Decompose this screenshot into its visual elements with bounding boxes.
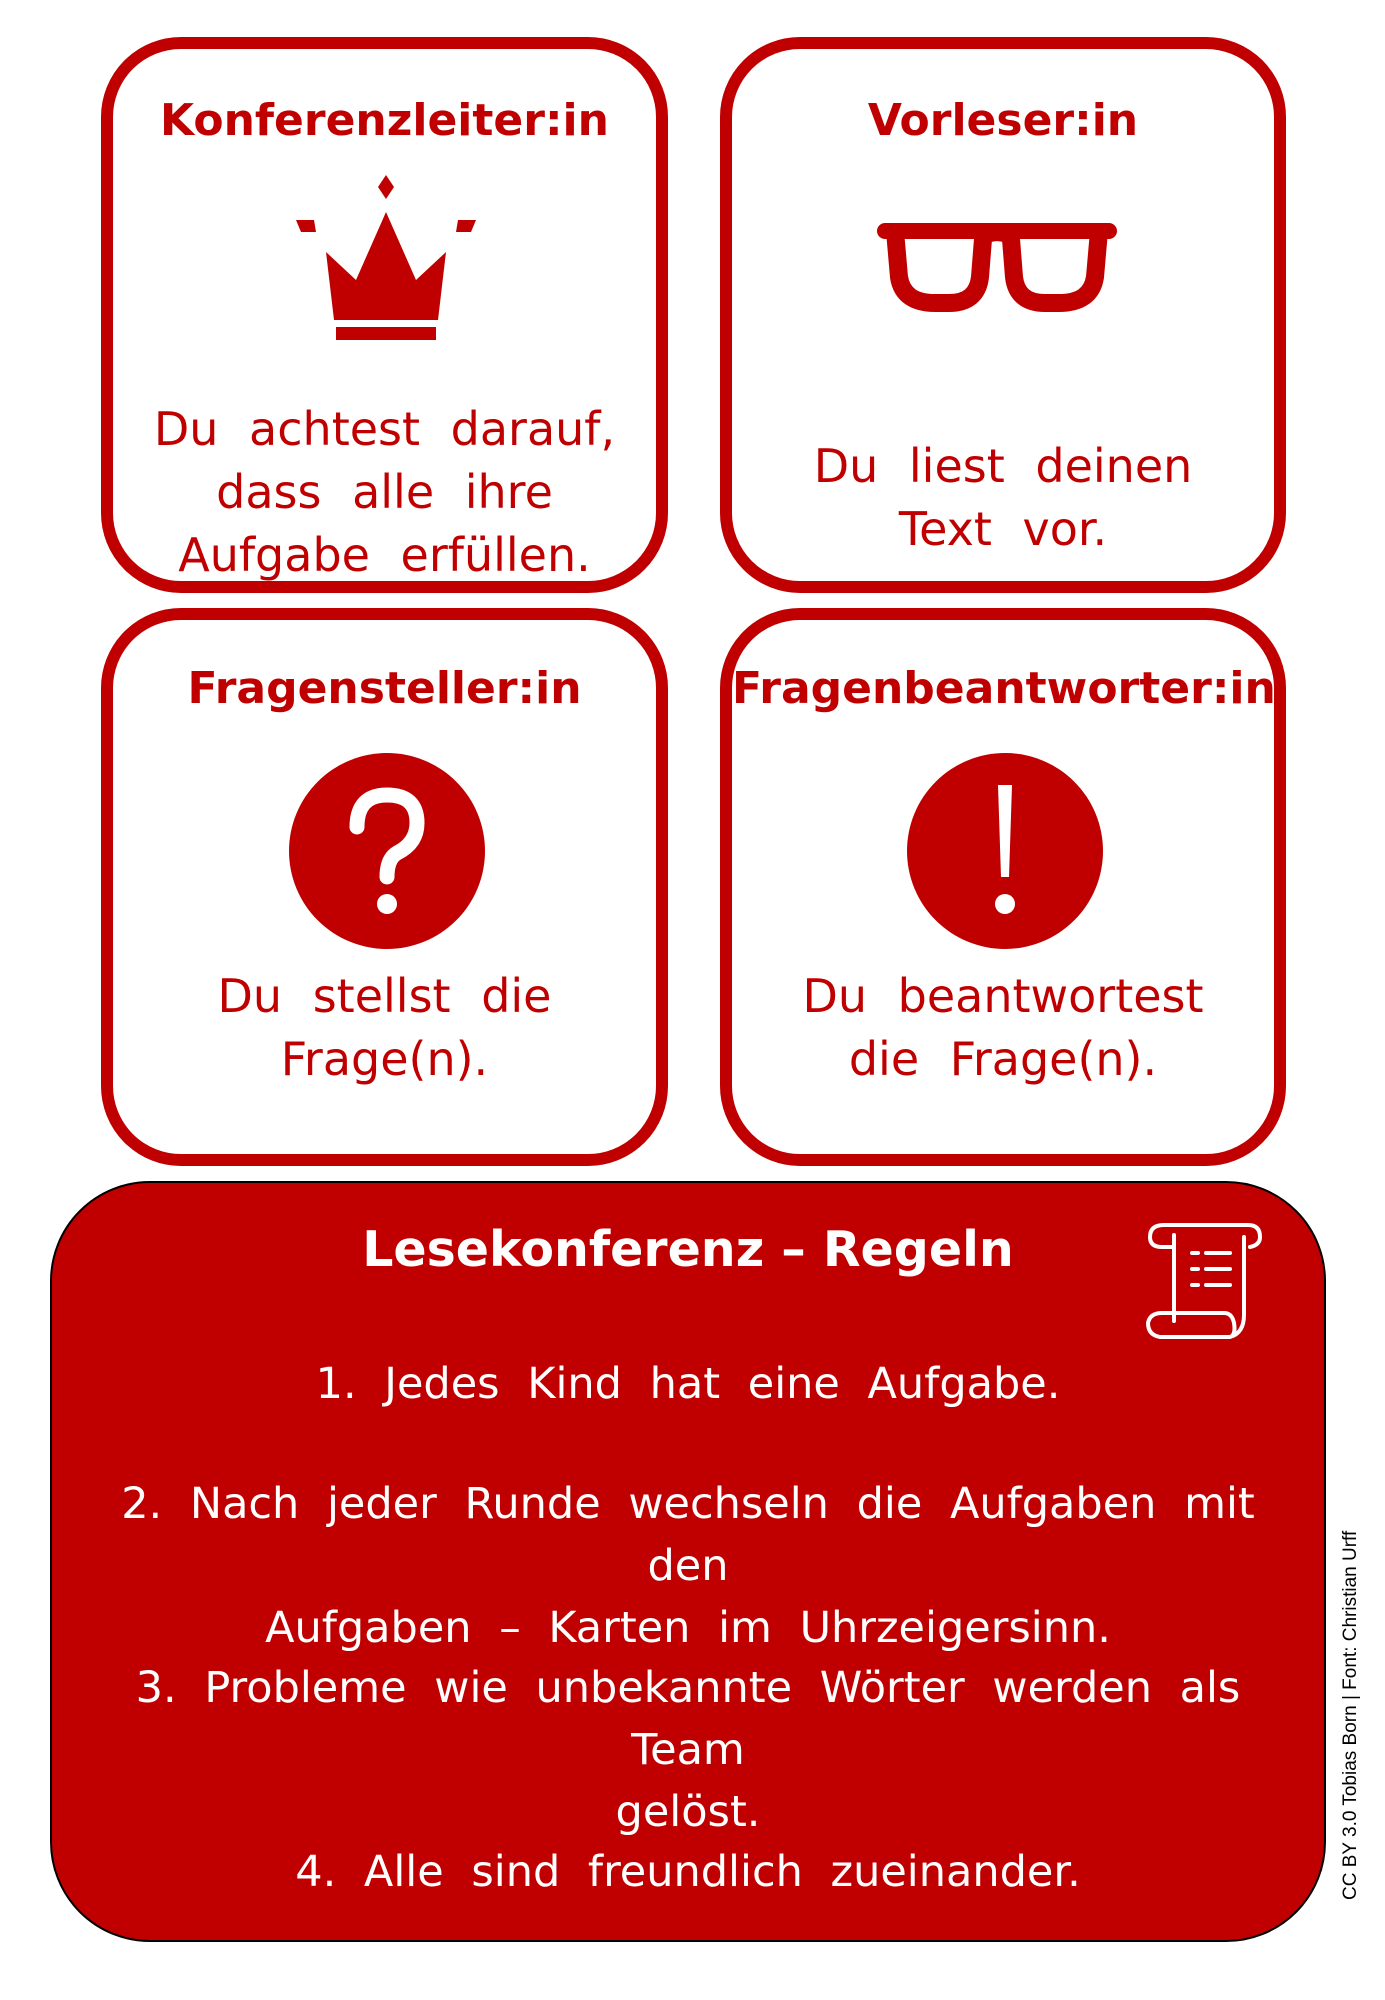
rules-panel (50, 1181, 1326, 1942)
card-text-line: Frage(n). (280, 1032, 489, 1086)
card-text-line: Du liest deinen (813, 439, 1193, 493)
crown-icon (296, 170, 476, 340)
rule-text: Aufgaben – Karten im Uhrzeigersinn. (265, 1603, 1111, 1653)
card-description (732, 965, 1274, 1091)
rule-text: 2. Nach jeder Runde wechseln die Aufgaben mit den (121, 1479, 1255, 1591)
card-text-line: dass alle ihre (216, 465, 553, 519)
rule-item-4 (92, 1841, 1284, 1903)
rule-text: gelöst. (615, 1787, 761, 1837)
glasses-icon (877, 217, 1117, 317)
exclamation-mark-icon (905, 751, 1105, 951)
card-text-line: die Frage(n). (848, 1032, 1158, 1086)
rule-item-3 (92, 1657, 1284, 1843)
license-credit: CC BY 3.0 Tobias Born | Font: Christian Urff (1340, 1530, 1361, 1900)
question-mark-icon (287, 751, 487, 951)
role-card-konferenzleiter (101, 37, 668, 593)
rule-item-2 (92, 1473, 1284, 1659)
rule-text: 1. Jedes Kind hat eine Aufgabe. (315, 1359, 1061, 1409)
card-text-line: Du stellst die (217, 969, 552, 1023)
card-title: Vorleser:in (867, 95, 1139, 146)
card-text-line: Du achtest darauf, (153, 402, 616, 456)
card-description (113, 398, 656, 587)
card-text-line: Text vor. (898, 502, 1108, 556)
scroll-icon (1144, 1215, 1264, 1345)
card-description (732, 435, 1274, 561)
rule-item-1 (92, 1353, 1284, 1415)
card-title: Konferenzleiter:in (160, 95, 609, 146)
rule-text: 4. Alle sind freundlich zueinander. (295, 1847, 1081, 1897)
card-text-line: Du beantwortest (802, 969, 1204, 1023)
card-title: Fragensteller:in (187, 663, 582, 714)
rule-text: 3. Probleme wie unbekannte Wörter werden als Team (135, 1663, 1241, 1775)
card-description (113, 965, 656, 1091)
role-card-fragenbeantworter (720, 608, 1286, 1166)
card-title: Fragenbeantworter:in (732, 663, 1276, 714)
rules-title: Lesekonferenz – Regeln (362, 1221, 1014, 1278)
role-card-vorleser (720, 37, 1286, 593)
role-card-fragensteller (101, 608, 668, 1166)
card-text-line: Aufgabe erfüllen. (178, 528, 591, 582)
